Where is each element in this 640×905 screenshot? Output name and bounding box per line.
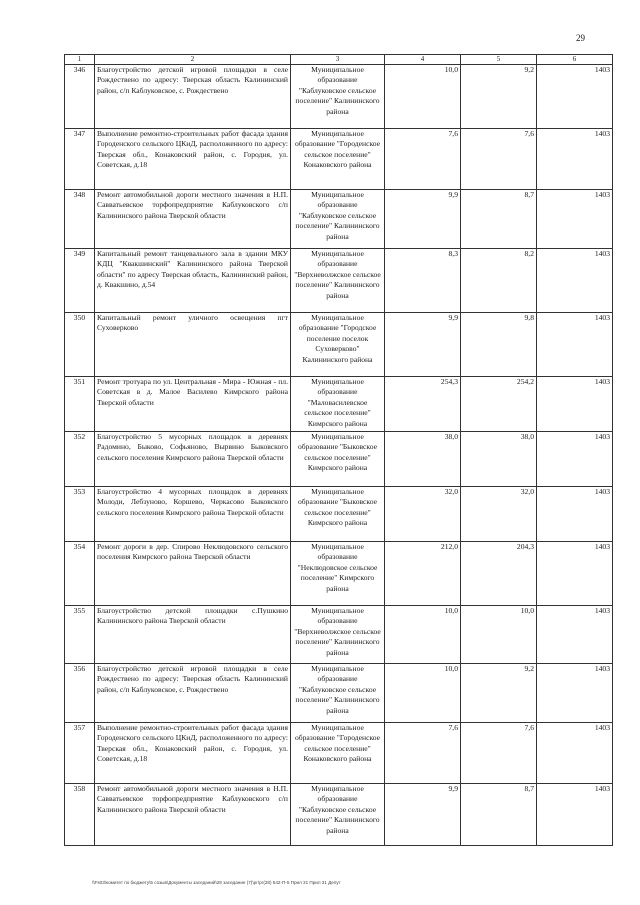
municipality: Муниципальное образование "Каблуковское сельское поселение" Калининского района	[291, 784, 385, 846]
row-number: 352	[65, 432, 95, 487]
amount-col5: 10,0	[461, 606, 537, 664]
amount-col5: 8,7	[461, 190, 537, 249]
amount-col5: 38,0	[461, 432, 537, 487]
code-col6: 1403	[537, 723, 613, 784]
code-col6: 1403	[537, 249, 613, 313]
page-number: 29	[576, 33, 585, 43]
row-number: 347	[65, 129, 95, 190]
code-col6: 1403	[537, 432, 613, 487]
municipality: Муниципальное образование "Верхневолжское сельское поселение" Калининского района	[291, 606, 385, 664]
table-row	[65, 784, 613, 846]
municipality: Муниципальное образование "Городенское сельское поселение" Конаковского района	[291, 723, 385, 784]
amount-col5: 8,7	[461, 784, 537, 846]
municipality: Муниципальное образование "Верхневолжское сельское поселение" Калининского района	[291, 249, 385, 313]
amount-col5: 9,2	[461, 65, 537, 129]
table-row	[65, 190, 613, 249]
project-description: Выполнение ремонтно-строительных работ фасада здания Городенского сельского ЦКиД, расположенного по адресу: Тверская обл., Конаковский район, с. Городня, ул. Советская, д.18	[95, 723, 291, 784]
funding-table	[64, 54, 613, 846]
municipality: Муниципальное образование "Быковское сельское поселение" Кимрского района	[291, 487, 385, 542]
row-number: 354	[65, 542, 95, 606]
amount-col4: 9,9	[385, 313, 461, 377]
municipality: Муниципальное образование "Каблуковское сельское поселение" Калининского района	[291, 65, 385, 129]
table-row	[65, 606, 613, 664]
code-col6: 1403	[537, 606, 613, 664]
amount-col4: 212,0	[385, 542, 461, 606]
row-number: 348	[65, 190, 95, 249]
project-description: Благоустройство 4 мусорных площадок в деревнях Молоди, Лебзуново, Коршево, Черкасово Быковского сельского поселения Кимрского района Тверской области	[95, 487, 291, 542]
amount-col5: 9,8	[461, 313, 537, 377]
municipality: Муниципальное образование "Маловасилевское сельское поселение" Кимрского района	[291, 377, 385, 432]
table-row	[65, 129, 613, 190]
amount-col4: 10,0	[385, 606, 461, 664]
amount-col5: 204,3	[461, 542, 537, 606]
table-row	[65, 249, 613, 313]
table-row	[65, 723, 613, 784]
project-description: Ремонт автомобильной дороги местного значения в Н.П. Савватьевское торфопредприятие Каблуковского с/п Калининского района Тверской области	[95, 784, 291, 846]
project-description: Выполнение ремонтно-строительных работ фасада здания Городенского сельского ЦКиД, расположенного по адресу: Тверская обл., Конаковский район, с. Городня, ул. Советская, д.18	[95, 129, 291, 190]
municipality: Муниципальное образование "Каблуковское сельское поселение" Калининского района	[291, 664, 385, 723]
row-number: 358	[65, 784, 95, 846]
amount-col4: 38,0	[385, 432, 461, 487]
row-number: 357	[65, 723, 95, 784]
amount-col4: 8,3	[385, 249, 461, 313]
row-number: 346	[65, 65, 95, 129]
column-header: 4	[385, 55, 461, 65]
column-header: 3	[291, 55, 385, 65]
project-description: Ремонт дороги в дер. Спирово Неклюдовского сельского поселения Кимрского района Тверской области	[95, 542, 291, 606]
table-row	[65, 664, 613, 723]
amount-col4: 10,0	[385, 664, 461, 723]
table-row	[65, 377, 613, 432]
municipality: Муниципальное образование "Городенское сельское поселение" Конаковского района	[291, 129, 385, 190]
code-col6: 1403	[537, 487, 613, 542]
code-col6: 1403	[537, 190, 613, 249]
project-description: Благоустройство детской игровой площадки в селе Рождествено по адресу: Тверская область Калининский район, с/п Каблуковское, с. Рождествено	[95, 65, 291, 129]
file-path-footer: \\Fs03\комитет по бюджету\5 созыв\Документы заседаний\28 заседание (7)\рг\рг(28) 542-П-5 Прил 31 Прил 31 Депут	[92, 880, 341, 885]
code-col6: 1403	[537, 129, 613, 190]
project-description: Капитальный ремонт танцевального зала в здании МКУ КДЦ "Квакшинский" Калининского района Тверской области" по адресу Тверская область, Калининский район, д. Квакшино, д.54	[95, 249, 291, 313]
row-number: 356	[65, 664, 95, 723]
project-description: Ремонт автомобильной дороги местного значения в Н.П. Савватьевское торфопредприятие Каблуковского с/п Калининского района Тверской области	[95, 190, 291, 249]
municipality: Муниципальное образование "Быковское сельское поселение" Кимрского района	[291, 432, 385, 487]
amount-col5: 32,0	[461, 487, 537, 542]
amount-col4: 32,0	[385, 487, 461, 542]
row-number: 351	[65, 377, 95, 432]
row-number: 353	[65, 487, 95, 542]
amount-col5: 9,2	[461, 664, 537, 723]
amount-col4: 254,3	[385, 377, 461, 432]
municipality: Муниципальное образование "Городское поселение поселок Суховерково" Калининского района	[291, 313, 385, 377]
code-col6: 1403	[537, 784, 613, 846]
table-row	[65, 487, 613, 542]
amount-col5: 254,2	[461, 377, 537, 432]
project-description: Капитальный ремонт уличного освещения пгт Суховерково	[95, 313, 291, 377]
project-description: Благоустройство детской игровой площадки в селе Рождествено по адресу: Тверская область Калининский район, с/п Каблуковское, с. Рождествено	[95, 664, 291, 723]
row-number: 355	[65, 606, 95, 664]
municipality: Муниципальное образование "Неклюдовское сельское поселение" Кимрского района	[291, 542, 385, 606]
amount-col4: 7,6	[385, 723, 461, 784]
table-row	[65, 65, 613, 129]
project-description: Ремонт тротуара по ул. Центральная - Мира - Южная - пл. Советская в д. Малое Василево Кимрского района Тверской области	[95, 377, 291, 432]
amount-col4: 10,0	[385, 65, 461, 129]
column-header: 2	[95, 55, 291, 65]
amount-col4: 9,9	[385, 784, 461, 846]
table-row	[65, 432, 613, 487]
amount-col5: 7,6	[461, 129, 537, 190]
amount-col4: 9,9	[385, 190, 461, 249]
code-col6: 1403	[537, 542, 613, 606]
project-description: Благоустройство детской площадки с.Пушкино Калининского района Тверской области	[95, 606, 291, 664]
amount-col5: 7,6	[461, 723, 537, 784]
code-col6: 1403	[537, 377, 613, 432]
amount-col5: 8,2	[461, 249, 537, 313]
table-header-row	[65, 55, 613, 65]
table-row	[65, 542, 613, 606]
code-col6: 1403	[537, 65, 613, 129]
code-col6: 1403	[537, 313, 613, 377]
column-header: 6	[537, 55, 613, 65]
row-number: 350	[65, 313, 95, 377]
municipality: Муниципальное образование "Каблуковское сельское поселение" Калининского района	[291, 190, 385, 249]
row-number: 349	[65, 249, 95, 313]
column-header: 1	[65, 55, 95, 65]
code-col6: 1403	[537, 664, 613, 723]
project-description: Благоустройство 5 мусорных площадок в деревнях Радомино, Быково, Софьяново, Вырвино Быковского сельского поселения Кимрского района Тверской области	[95, 432, 291, 487]
column-header: 5	[461, 55, 537, 65]
table-row	[65, 313, 613, 377]
amount-col4: 7,6	[385, 129, 461, 190]
